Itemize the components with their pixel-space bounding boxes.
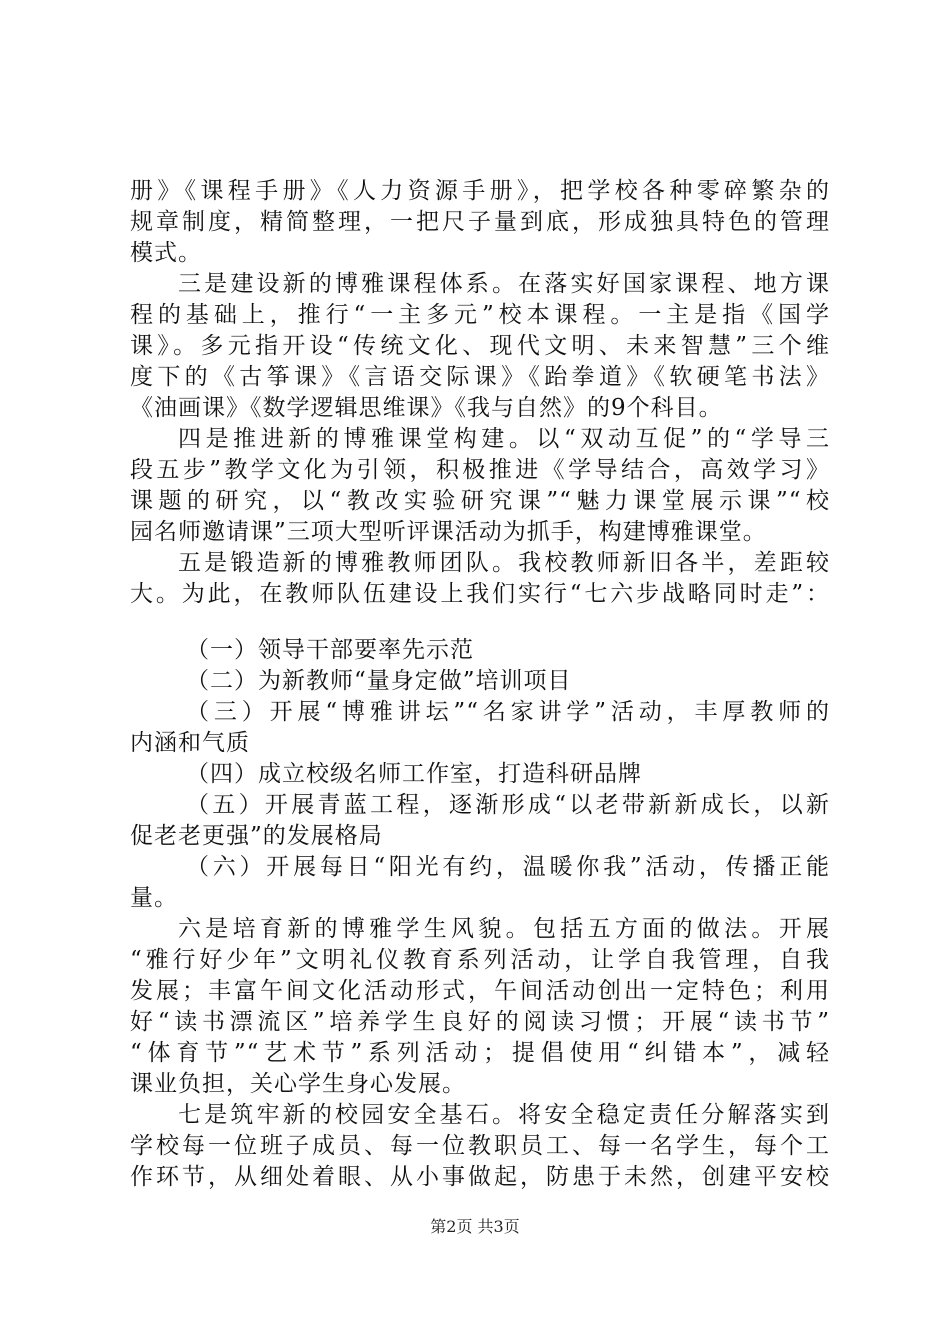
text-line: “雅行好少年”文明礼仪教育系列活动，让学自我管理，自我: [130, 947, 830, 973]
text-line: 六是培育新的博雅学生风貌。包括五方面的做法。开展: [178, 916, 830, 942]
text-line: 内涵和气质: [130, 730, 250, 756]
text-line: “体育节”“艺术节”系列活动；提倡使用“纠错本”，减轻: [130, 1040, 830, 1066]
text-line: 课业负担，关心学生身心发展。: [130, 1071, 466, 1097]
text-line: 规章制度，精简整理，一把尺子量到底，形成独具特色的管理: [130, 209, 830, 235]
list-item: （一）领导干部要率先示范: [186, 637, 474, 663]
list-item: （四）成立校级名师工作室，打造科研品牌: [186, 761, 642, 787]
text-line: 学校每一位班子成员、每一位教职员工、每一名学生，每个工: [130, 1133, 830, 1159]
text-line: 五是锻造新的博雅教师团队。我校教师新旧各半，差距较: [178, 550, 830, 576]
list-item: （三）开展“博雅讲坛”“名家讲学”活动，丰厚教师的: [186, 699, 830, 725]
text-line: 段五步”教学文化为引领，积极推进《学导结合，高效学习》: [130, 457, 830, 483]
text-line: 程的基础上，推行“一主多元”校本课程。一主是指《国学: [130, 302, 830, 328]
text-line: 课》。多元指开设“传统文化、现代文明、未来智慧”三个维: [130, 333, 830, 359]
text-line: 大。为此，在教师队伍建设上我们实行“七六步战略同时走”：: [130, 581, 830, 607]
text-line: 册》《课程手册》《人力资源手册》，把学校各种零碎繁杂的: [130, 178, 830, 204]
text-line: 发展；丰富午间文化活动形式，午间活动创出一定特色；利用: [130, 978, 830, 1004]
text-line: 模式。: [130, 240, 202, 266]
list-item: （六）开展每日“阳光有约，温暖你我”活动，传播正能: [186, 854, 830, 880]
text-line: 四是推进新的博雅课堂构建。以“双动互促”的“学导三: [178, 426, 830, 452]
text-line: 好“读书漂流区”培养学生良好的阅读习惯；开展“读书节”: [130, 1009, 830, 1035]
text-line: 课题的研究，以“教改实验研究课”“魅力课堂展示课”“校: [130, 488, 830, 514]
text-line: 作环节，从细处着眼、从小事做起，防患于未然，创建平安校: [130, 1164, 830, 1190]
page-footer: 第2页 共3页: [430, 1217, 520, 1236]
text-line: 园名师邀请课”三项大型听评课活动为抓手，构建博雅课堂。: [130, 519, 767, 545]
list-item: （五）开展青蓝工程，逐渐形成“以老带新新成长，以新: [186, 792, 830, 818]
text-line: 促老老更强”的发展格局: [130, 823, 383, 849]
text-line: 七是筑牢新的校园安全基石。将安全稳定责任分解落实到: [178, 1102, 830, 1128]
text-line: 三是建设新的博雅课程体系。在落实好国家课程、地方课: [178, 271, 830, 297]
text-line: 《油画课》《数学逻辑思维课》《我与自然》的9个科目。: [130, 395, 723, 421]
list-item: （二）为新教师“量身定做”培训项目: [186, 668, 572, 694]
text-line: 量。: [130, 885, 178, 911]
text-line: 度下的《古筝课》《言语交际课》《跆拳道》《软硬笔书法》: [130, 364, 830, 390]
